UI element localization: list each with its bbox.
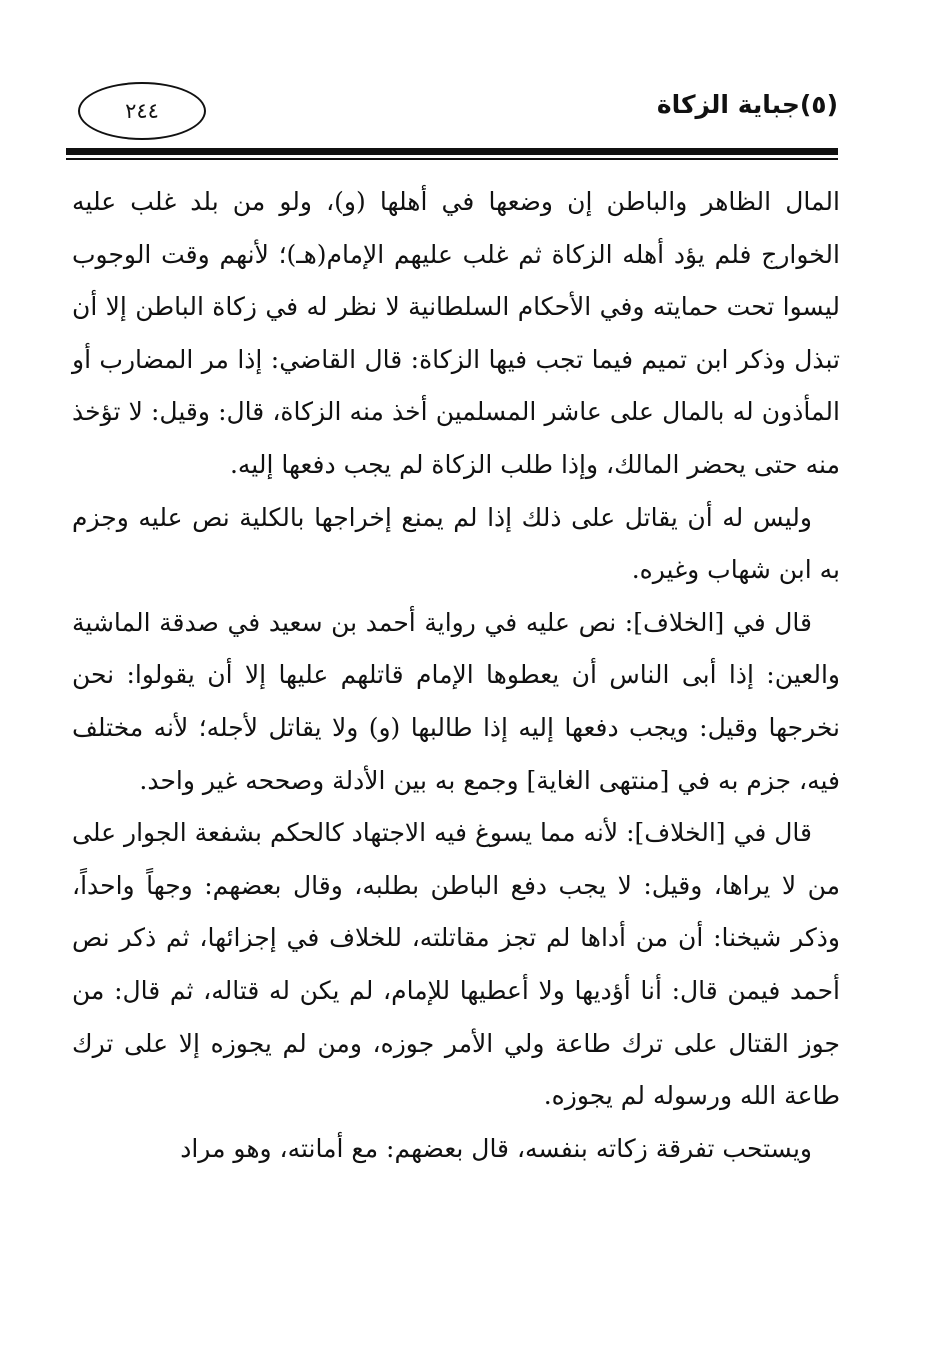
- paragraph-1: المال الظاهر والباطن إن وضعها في أهلها (و)، ولو من بلد غلب عليه الخوارج فلم يؤد أهله الزكاة ثم غلب عليهم الإمام(هـ)؛ لأنهم وقت الوجوب ليسوا تحت حمايته وفي الأحكام السلطانية لا نظر له في زكاة الباطن إلا أن تبذل وذكر ابن تميم فيما تجب فيها الزكاة: قال القاضي: إذا مر المضارب أو المأذون له بالمال على عاشر المسلمين أخذ منه الزكاة، قال: وقيل: لا تؤخذ منه حتى يحضر المالك، وإذا طلب الزكاة لم يجب دفعها إليه.: [72, 187, 840, 479]
- paragraph-4: قال في [الخلاف]: لأنه مما يسوغ فيه الاجتهاد كالحكم بشفعة الجوار على من لا يراها، وقيل: لا يجب دفع الباطن بطلبه، وقال بعضهم: وجهاً واحداً، وذكر شيخنا: أن من أداها لم تجز مقاتلته، للخلاف في إجزائها، ثم ذكر نص أحمد فيمن قال: أنا أؤديها ولا أعطيها للإمام، لم يكن له قتاله، ثم قال: من جوز القتال على ترك طاعة ولي الأمر جوزه، ومن لم يجوزه إلا على ترك طاعة الله ورسوله لم يجوزه.: [72, 818, 840, 1111]
- page-number: ٢٤٤: [78, 82, 206, 140]
- paragraph-2: وليس له أن يقاتل على ذلك إذا لم يمنع إخراجها بالكلية نص عليه وجزم به ابن شهاب وغيره.: [72, 502, 840, 585]
- header-rule-thin: [66, 158, 838, 160]
- page-header: [66, 82, 838, 162]
- header-rule-thick: [66, 148, 838, 155]
- paragraph-3: قال في [الخلاف]: نص عليه في رواية أحمد بن سعيد في صدقة الماشية والعين: إذا أبى الناس أن يعطوها الإمام قاتلهم عليها إلا أن يقولوا: نحن نخرجها وقيل: ويجب دفعها إليه إذا طالبها (و) ولا يقاتل لأجله؛ لأنه مختلف فيه، جزم به في [منتهى الغاية] وجمع به بين الأدلة وصححه غير واحد.: [72, 607, 840, 795]
- chapter-title: (٥)جباية الزكاة: [656, 90, 838, 119]
- body-text: [72, 176, 840, 1175]
- paragraph-5: ويستحب تفرقة زكاته بنفسه، قال بعضهم: مع أمانته، وهو مراد: [180, 1133, 812, 1163]
